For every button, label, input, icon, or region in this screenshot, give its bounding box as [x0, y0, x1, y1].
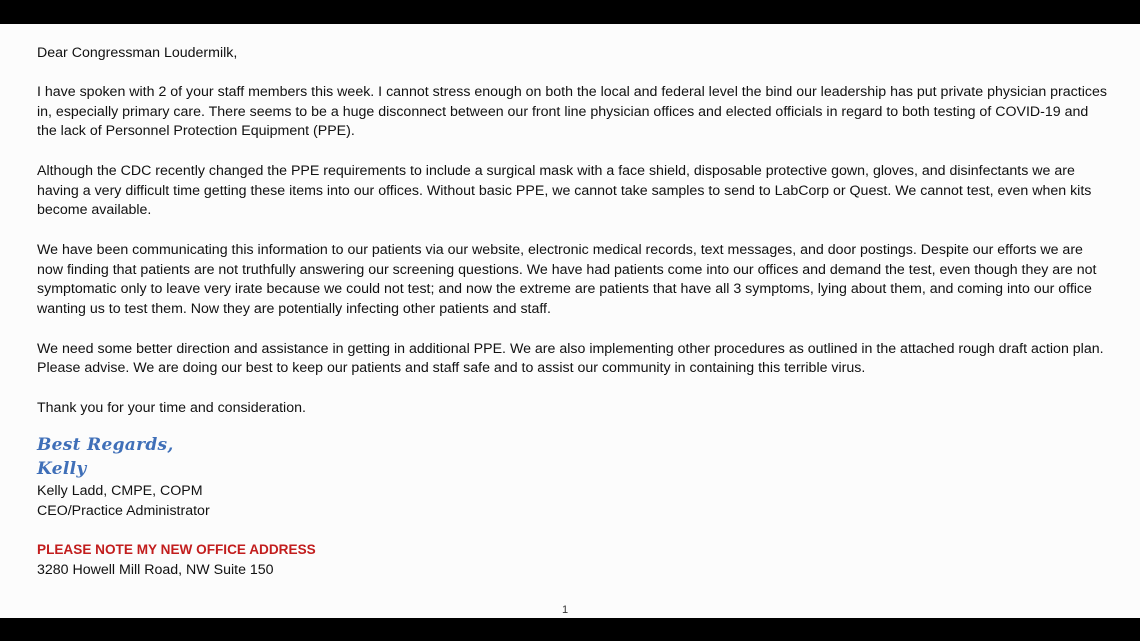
signature-block: [37, 433, 1107, 521]
salutation: Dear Congressman Loudermilk,: [37, 45, 238, 61]
office-address: 3280 Howell Mill Road, NW Suite 150: [37, 561, 274, 578]
letter-body: [37, 44, 1107, 580]
page-number: 1: [562, 604, 569, 616]
paragraph-1: I have spoken with 2 of your staff members this week. I cannot stress enough on both the local and federal level the bind our leadership has put private physician practices in, especially primary care. There seems to be a huge disconnect between our front line physician offices and elected officials in regard to both testing of COVID-19 and the lack of Personnel Protection Equipment (PPE).: [37, 83, 1107, 140]
paragraph-2: Although the CDC recently changed the PPE requirements to include a surgical mask with a face shield, disposable protective gown, gloves, and disinfectants we are having a very difficult time getting these items into our offices. Without basic PPE, we cannot take samples to send to LabCorp or Quest. We cannot test, even when kits become available.: [37, 162, 1092, 219]
closing-line: Thank you for your time and consideration.: [37, 399, 306, 416]
document-page: [0, 24, 1140, 618]
letterbox-bottom: [0, 618, 1140, 641]
paragraph-3: We have been communicating this information to our patients via our website, electronic medical records, text messages, and door postings. Despite our efforts we are now finding that patients are not truthfully answering our screening questions. We have had patients come into our offices and demand the test, even though they are not symptomatic only to leave very irate because we could not test; and now the extreme are patients that have all 3 symptoms, lying about them, and coming into our office wanting us to test them. Now they are potentially infecting other patients and staff.: [37, 241, 1097, 318]
signature-first-name: Kelly: [37, 458, 87, 479]
signer-title: CEO/Practice Administrator: [37, 502, 210, 519]
signer-full-name: Kelly Ladd, CMPE, COPM: [37, 482, 203, 499]
signature-regards: Best Regards,: [37, 434, 174, 455]
paragraph-4: We need some better direction and assistance in getting in additional PPE. We are also implementing other procedures as outlined in the attached rough draft action plan. Please advise. We are doing our best to keep our patients and staff safe and to assist our community in containing this terrible virus.: [37, 340, 1104, 377]
address-notice: PLEASE NOTE MY NEW OFFICE ADDRESS: [37, 541, 316, 557]
letterbox-top: [0, 0, 1140, 24]
